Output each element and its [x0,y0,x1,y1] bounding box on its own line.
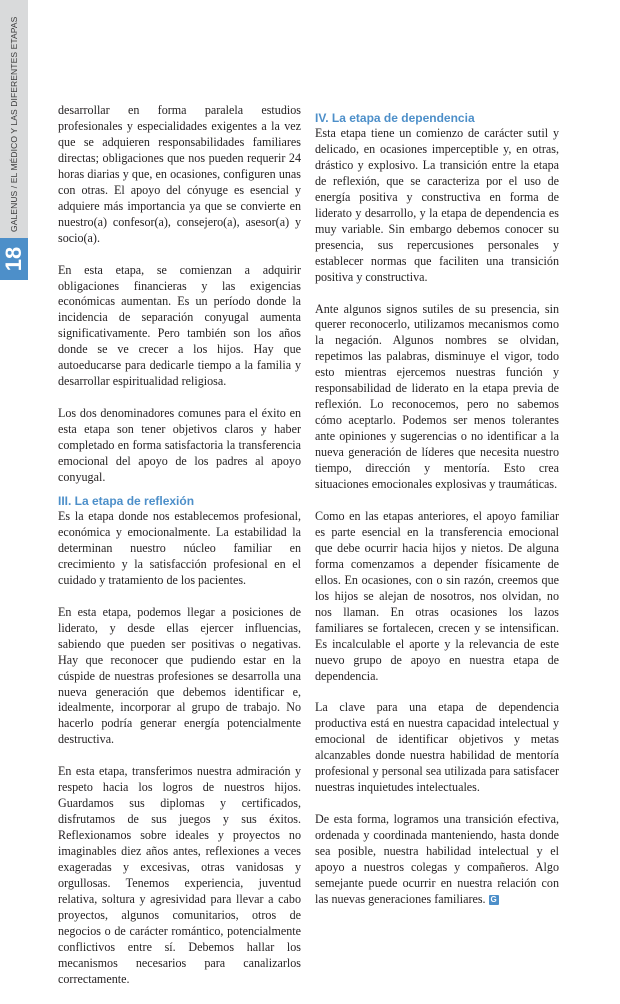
section-heading: III. La etapa de reflexión [58,493,195,508]
last-paragraph [315,812,559,908]
paragraph: La clave para una etapa de dependencia productiva está en nuestra capacidad intelectual y emocional de identificar objetivos y metas alcanzables donde nuestra habilidad de mentoría profesional y personal sea utilizada para satisfacer nuestras inquietudes intelectuales. [315,700,559,795]
section-heading: IV. La etapa de dependencia [315,111,475,125]
paragraph-text: De esta forma, logramos una transición efectiva, ordenada y coordinada manteniendo, hasta donde sea posible, nuestra habilidad intelectual y el apoyo a nuestros colegas y compañeros. Algo semejante puede ocurrir en nuestra relación con las nuevas generaciones familiares. [315,812,559,906]
page-number: 18 [0,246,26,272]
end-mark-icon: G [490,895,497,905]
paragraph: Esta etapa tiene un comienzo de carácter sutil y delicado, en ocasiones imperceptible y, en otras, drástico y explosivo. La transición entre la etapa de reflexión, que se caracteriza por el uso de energía positiva y constructiva en forma de liderato y desarrollo, y la etapa de dependencia es muy variable. Sin embargo debemos conocer su presencia, sus repercusiones personales y establecer normas que faciliten una transición positiva y constructiva. [315,126,559,284]
paragraph: Como en las etapas anteriores, el apoyo familiar es parte esencial en la transferencia emocional que debe ocurrir hacia hijos y nietos. De alguna forma comenzamos a depender físicamente de ellos. En ocasiones, con o sin razón, creemos que los hijos se alejan de nosotros, nos olvidan, no nos llaman. En otras ocasiones los lazos familiares se fortalecen, crecen y se intensifican. Es incalculable el aporte y la relevancia de este nuevo grupo de apoyo en nuestra etapa de dependencia. [315,508,559,683]
paragraph: En esta etapa, transferimos nuestra admiración y respeto hacia los logros de nuestros hijos. Guardamos sus diplomas y certificados, disfrutamos de sus juegos y sus éxitos. Reflexionamos sobre ideales y proyectos no imaginables diez años antes, reflexiones a veces exageradas y excesivas, otras vanidosas y orgullosas. Tenemos experiencia, juventud relativa, soltura y agresividad para llevar a cabo proyectos, algunos comunitarios, otros de negocios o de carácter romántico, potencialmente conflictivos entre sí. Debemos hallar los mecanismos necesarios para canalizarlos correctamente. [58,764,301,986]
paragraph: Ante algunos signos sutiles de su presencia, sin querer reconocerlo, utilizamos mecanismos como la negación. Algunos nombres se olvidan, repetimos las palabras, disminuye el vigor, todo esto mientras ejercemos nuestras función y responsabilidad de liderato en la etapa previa de reflexión. Lo reconocemos, pero no sabemos cómo aceptarlo. Podemos ser menos tolerantes ante opiniones y sugerencias o no identificar a la nueva generación de líderes que necesita nuestro tiempo, dirección y mentoría. Esto crea situaciones emocionales explosivas y traumáticas. [315,301,559,492]
paragraph: desarrollar en forma paralela estudios profesionales y especialidades exigentes a la vez que se adquieren responsabilidades familiares directas; obligaciones que nos pueden requerir 24 horas diarias y que, en ocasiones, configuren unas con otras. El apoyo del cónyuge es esencial y adquiere más importancia ya que se convierte en nuestro(a) confesor(a), consejero(a), asesor(a) y socio(a). [58,103,301,245]
running-head: GALENUS / EL MÉDICO Y LAS DIFERENTES ETAPAS [9,16,19,232]
paragraph: Los dos denominadores comunes para el éxito en esta etapa son tener objetivos claros y haber completado en forma satisfactoria la transferencia emocional del apoyo de los padres al apoyo conyugal. [58,406,301,485]
paragraph: En esta etapa, se comienzan a adquirir obligaciones financieras y las exigencias económicas aumentan. Es un período donde la incidencia de separación conyugal aumenta significativamente. Pero también son los años donde se ve crecer a los hijos. Hay que autoeducarse para dedicarle tiempo a la familia y desarrollar espiritualidad religiosa. [58,262,301,389]
paragraph: En esta etapa, podemos llegar a posiciones de liderato, y desde ellas ejercer influencias, sabiendo que pueden ser positivas o negativas. Hay que reconocer que pudiendo estar en la cúspide de nuestras profesiones se desarrolla una nueva generación que debemos identificar e, idealmente, incorporar al grupo de trabajo. No hacerlo podría generar energía potencialmente destructiva. [58,604,301,747]
page-number-tab [0,238,28,280]
paragraph: Es la etapa donde nos establecemos profesional, económica y emocionalmente. La estabilidad la determinan nuestro núcleo familiar en crecimiento y la satisfacción profesional en el cuidado y tratamiento de los pacientes. [58,508,301,587]
left-column [58,103,301,1004]
